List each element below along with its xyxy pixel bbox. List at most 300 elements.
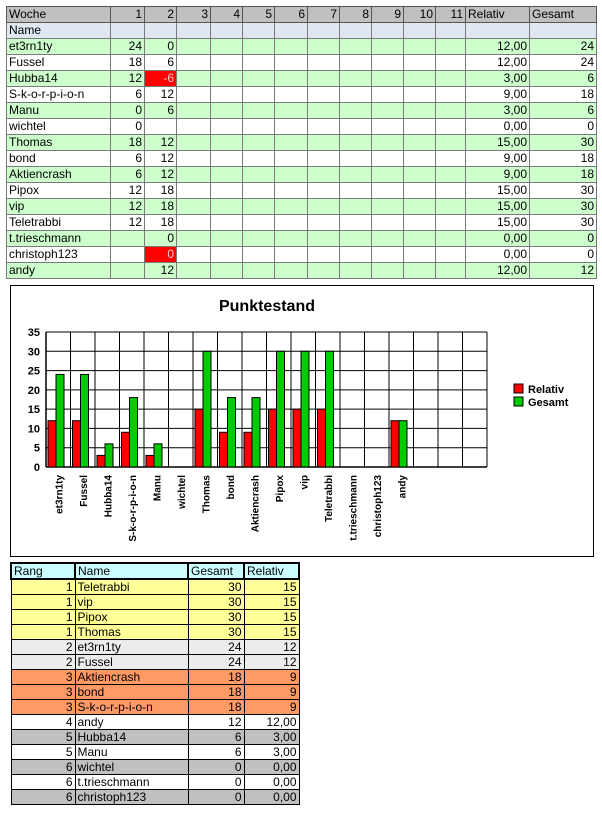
- rank-cell-name[interactable]: et3rn1ty: [75, 640, 188, 655]
- cell-week[interactable]: [177, 183, 211, 199]
- header-col-10[interactable]: 10: [404, 7, 436, 23]
- rank-cell-ges[interactable]: 24: [188, 640, 244, 655]
- cell-w1[interactable]: 18: [111, 55, 145, 71]
- rank-cell-ges[interactable]: 6: [188, 730, 244, 745]
- subheader-cell[interactable]: [530, 23, 597, 39]
- bar-gesamt-Aktiencrash[interactable]: [252, 398, 260, 467]
- cell-week[interactable]: [243, 55, 275, 71]
- bar-gesamt-Thomas[interactable]: [203, 351, 211, 467]
- subheader-cell[interactable]: [111, 23, 145, 39]
- cell-week[interactable]: [340, 263, 372, 279]
- cell-week[interactable]: [177, 231, 211, 247]
- rank-header-rang[interactable]: Rang: [11, 563, 75, 579]
- cell-name[interactable]: andy: [7, 263, 111, 279]
- header-col-gesamt[interactable]: Gesamt: [530, 7, 597, 23]
- cell-week[interactable]: [372, 263, 404, 279]
- cell-week[interactable]: [372, 55, 404, 71]
- cell-week[interactable]: [372, 231, 404, 247]
- rank-cell-rang[interactable]: 5: [11, 730, 75, 745]
- cell-w2[interactable]: -6: [145, 71, 177, 87]
- cell-week[interactable]: [275, 215, 308, 231]
- rank-cell-ges[interactable]: 12: [188, 715, 244, 730]
- cell-week[interactable]: [243, 183, 275, 199]
- cell-ges[interactable]: 30: [530, 183, 597, 199]
- cell-w2[interactable]: 0: [145, 231, 177, 247]
- subheader-cell[interactable]: [145, 23, 177, 39]
- cell-ges[interactable]: 12: [530, 263, 597, 279]
- cell-week[interactable]: [404, 167, 436, 183]
- rank-cell-rel[interactable]: 0,00: [244, 775, 299, 790]
- cell-ges[interactable]: 18: [530, 151, 597, 167]
- cell-week[interactable]: [372, 247, 404, 263]
- bar-relativ-vip[interactable]: [293, 409, 301, 467]
- cell-rel[interactable]: 15,00: [466, 183, 530, 199]
- cell-week[interactable]: [211, 167, 243, 183]
- cell-week[interactable]: [308, 87, 340, 103]
- bar-relativ-et3rn1ty[interactable]: [48, 421, 56, 467]
- rank-cell-rel[interactable]: 12: [244, 655, 299, 670]
- rank-cell-name[interactable]: Pipox: [75, 610, 188, 625]
- cell-week[interactable]: [243, 103, 275, 119]
- cell-week[interactable]: [275, 103, 308, 119]
- rank-cell-rel[interactable]: 9: [244, 685, 299, 700]
- rank-cell-ges[interactable]: 24: [188, 655, 244, 670]
- cell-week[interactable]: [177, 55, 211, 71]
- cell-week[interactable]: [340, 247, 372, 263]
- bar-gesamt-S-k-o-r-p-i-o-n[interactable]: [130, 398, 138, 467]
- rank-cell-name[interactable]: Thomas: [75, 625, 188, 640]
- cell-week[interactable]: [372, 183, 404, 199]
- bar-gesamt-Pipox[interactable]: [277, 351, 285, 467]
- rank-cell-rang[interactable]: 2: [11, 655, 75, 670]
- cell-week[interactable]: [372, 135, 404, 151]
- rank-cell-name[interactable]: t.trieschmann: [75, 775, 188, 790]
- cell-week[interactable]: [436, 87, 466, 103]
- header-col-4[interactable]: 4: [211, 7, 243, 23]
- cell-rel[interactable]: 15,00: [466, 199, 530, 215]
- cell-name[interactable]: S-k-o-r-p-i-o-n: [7, 87, 111, 103]
- cell-name[interactable]: et3rn1ty: [7, 39, 111, 55]
- cell-ges[interactable]: 6: [530, 71, 597, 87]
- rank-cell-ges[interactable]: 0: [188, 760, 244, 775]
- cell-ges[interactable]: 0: [530, 231, 597, 247]
- cell-week[interactable]: [404, 71, 436, 87]
- cell-w2[interactable]: [145, 119, 177, 135]
- rank-cell-ges[interactable]: 6: [188, 745, 244, 760]
- cell-week[interactable]: [340, 55, 372, 71]
- cell-week[interactable]: [275, 119, 308, 135]
- rank-cell-ges[interactable]: 30: [188, 625, 244, 640]
- cell-name[interactable]: Hubba14: [7, 71, 111, 87]
- cell-week[interactable]: [308, 231, 340, 247]
- cell-week[interactable]: [275, 39, 308, 55]
- cell-week[interactable]: [211, 183, 243, 199]
- rank-cell-rel[interactable]: 0,00: [244, 790, 299, 805]
- cell-w1[interactable]: 18: [111, 135, 145, 151]
- cell-name[interactable]: Fussel: [7, 55, 111, 71]
- cell-week[interactable]: [436, 55, 466, 71]
- rank-cell-rang[interactable]: 3: [11, 700, 75, 715]
- cell-name[interactable]: wichtel: [7, 119, 111, 135]
- cell-week[interactable]: [211, 215, 243, 231]
- cell-week[interactable]: [308, 55, 340, 71]
- rank-cell-rang[interactable]: 6: [11, 790, 75, 805]
- cell-week[interactable]: [436, 183, 466, 199]
- cell-week[interactable]: [436, 167, 466, 183]
- cell-ges[interactable]: 18: [530, 167, 597, 183]
- cell-week[interactable]: [243, 215, 275, 231]
- bar-relativ-Teletrabbi[interactable]: [318, 409, 326, 467]
- rank-cell-rang[interactable]: 1: [11, 610, 75, 625]
- cell-w1[interactable]: 0: [111, 119, 145, 135]
- bar-gesamt-Manu[interactable]: [154, 444, 162, 467]
- rank-header-relativ[interactable]: Relativ: [244, 563, 299, 579]
- rank-cell-rang[interactable]: 1: [11, 595, 75, 610]
- cell-week[interactable]: [243, 199, 275, 215]
- header-col-1[interactable]: 1: [111, 7, 145, 23]
- cell-w2[interactable]: 12: [145, 135, 177, 151]
- cell-week[interactable]: [243, 71, 275, 87]
- rank-cell-name[interactable]: andy: [75, 715, 188, 730]
- cell-w1[interactable]: 12: [111, 71, 145, 87]
- cell-name[interactable]: Aktiencrash: [7, 167, 111, 183]
- cell-week[interactable]: [404, 119, 436, 135]
- cell-w1[interactable]: 12: [111, 215, 145, 231]
- subheader-cell[interactable]: [243, 23, 275, 39]
- cell-week[interactable]: [372, 199, 404, 215]
- cell-week[interactable]: [211, 151, 243, 167]
- bar-relativ-S-k-o-r-p-i-o-n[interactable]: [122, 432, 130, 467]
- rank-cell-name[interactable]: Hubba14: [75, 730, 188, 745]
- rank-cell-name[interactable]: Manu: [75, 745, 188, 760]
- header-col-7[interactable]: 7: [308, 7, 340, 23]
- cell-week[interactable]: [436, 263, 466, 279]
- rank-cell-name[interactable]: Teletrabbi: [75, 579, 188, 595]
- cell-week[interactable]: [211, 247, 243, 263]
- cell-week[interactable]: [177, 135, 211, 151]
- cell-week[interactable]: [211, 231, 243, 247]
- subheader-cell[interactable]: [436, 23, 466, 39]
- cell-week[interactable]: [177, 215, 211, 231]
- rank-cell-ges[interactable]: 30: [188, 595, 244, 610]
- cell-week[interactable]: [275, 87, 308, 103]
- cell-week[interactable]: [436, 199, 466, 215]
- cell-week[interactable]: [243, 119, 275, 135]
- cell-week[interactable]: [275, 71, 308, 87]
- cell-week[interactable]: [404, 215, 436, 231]
- cell-w2[interactable]: 6: [145, 55, 177, 71]
- cell-week[interactable]: [372, 71, 404, 87]
- rank-header-gesamt[interactable]: Gesamt: [188, 563, 244, 579]
- cell-week[interactable]: [372, 103, 404, 119]
- cell-ges[interactable]: 30: [530, 135, 597, 151]
- cell-week[interactable]: [177, 151, 211, 167]
- cell-rel[interactable]: 15,00: [466, 215, 530, 231]
- rank-cell-ges[interactable]: 30: [188, 579, 244, 595]
- cell-week[interactable]: [177, 167, 211, 183]
- rank-cell-rang[interactable]: 3: [11, 670, 75, 685]
- cell-week[interactable]: [275, 55, 308, 71]
- cell-rel[interactable]: 0,00: [466, 231, 530, 247]
- bar-gesamt-et3rn1ty[interactable]: [56, 374, 64, 467]
- cell-week[interactable]: [340, 119, 372, 135]
- subheader-cell[interactable]: [466, 23, 530, 39]
- cell-week[interactable]: [211, 71, 243, 87]
- rank-cell-rang[interactable]: 1: [11, 625, 75, 640]
- bar-relativ-Thomas[interactable]: [195, 409, 203, 467]
- cell-rel[interactable]: 0,00: [466, 247, 530, 263]
- cell-week[interactable]: [275, 167, 308, 183]
- cell-week[interactable]: [436, 39, 466, 55]
- cell-week[interactable]: [308, 151, 340, 167]
- cell-week[interactable]: [275, 183, 308, 199]
- bar-gesamt-vip[interactable]: [301, 351, 309, 467]
- cell-week[interactable]: [243, 87, 275, 103]
- cell-week[interactable]: [177, 263, 211, 279]
- cell-week[interactable]: [404, 39, 436, 55]
- rank-cell-rel[interactable]: 15: [244, 610, 299, 625]
- cell-week[interactable]: [340, 151, 372, 167]
- cell-w2[interactable]: 12: [145, 87, 177, 103]
- rank-header-name[interactable]: Name: [75, 563, 188, 579]
- cell-week[interactable]: [372, 215, 404, 231]
- cell-rel[interactable]: 3,00: [466, 103, 530, 119]
- cell-rel[interactable]: 12,00: [466, 263, 530, 279]
- cell-week[interactable]: [211, 119, 243, 135]
- cell-week[interactable]: [211, 55, 243, 71]
- header-col-9[interactable]: 9: [372, 7, 404, 23]
- cell-week[interactable]: [308, 39, 340, 55]
- cell-week[interactable]: [372, 151, 404, 167]
- cell-week[interactable]: [177, 39, 211, 55]
- cell-w1[interactable]: 0: [111, 103, 145, 119]
- cell-name[interactable]: vip: [7, 199, 111, 215]
- cell-week[interactable]: [340, 71, 372, 87]
- cell-week[interactable]: [308, 199, 340, 215]
- cell-w1[interactable]: 24: [111, 39, 145, 55]
- cell-week[interactable]: [340, 183, 372, 199]
- rank-cell-ges[interactable]: 18: [188, 685, 244, 700]
- rank-cell-rel[interactable]: 3,00: [244, 745, 299, 760]
- cell-week[interactable]: [275, 199, 308, 215]
- rank-cell-ges[interactable]: 18: [188, 700, 244, 715]
- cell-week[interactable]: [340, 87, 372, 103]
- rank-cell-rel[interactable]: 9: [244, 700, 299, 715]
- bar-gesamt-Fussel[interactable]: [81, 374, 89, 467]
- cell-name[interactable]: bond: [7, 151, 111, 167]
- cell-week[interactable]: [372, 87, 404, 103]
- cell-week[interactable]: [308, 119, 340, 135]
- cell-week[interactable]: [275, 263, 308, 279]
- cell-w2[interactable]: 12: [145, 151, 177, 167]
- rank-cell-ges[interactable]: 0: [188, 775, 244, 790]
- cell-name[interactable]: christoph123: [7, 247, 111, 263]
- cell-week[interactable]: [404, 183, 436, 199]
- cell-week[interactable]: [404, 247, 436, 263]
- cell-week[interactable]: [243, 39, 275, 55]
- header-col-2[interactable]: 2: [145, 7, 177, 23]
- cell-week[interactable]: [436, 135, 466, 151]
- cell-week[interactable]: [372, 39, 404, 55]
- cell-week[interactable]: [340, 39, 372, 55]
- cell-w1[interactable]: [111, 231, 145, 247]
- bar-relativ-Fussel[interactable]: [73, 421, 81, 467]
- header-col-11[interactable]: 11: [436, 7, 466, 23]
- cell-week[interactable]: [211, 263, 243, 279]
- cell-week[interactable]: [308, 103, 340, 119]
- cell-week[interactable]: [372, 167, 404, 183]
- cell-rel[interactable]: 12,00: [466, 39, 530, 55]
- rank-cell-rel[interactable]: 9: [244, 670, 299, 685]
- cell-w2[interactable]: 18: [145, 215, 177, 231]
- cell-rel[interactable]: 12,00: [466, 55, 530, 71]
- rank-cell-rel[interactable]: 0,00: [244, 760, 299, 775]
- cell-week[interactable]: [243, 247, 275, 263]
- cell-week[interactable]: [177, 247, 211, 263]
- cell-w2[interactable]: 6: [145, 103, 177, 119]
- rank-cell-rang[interactable]: 1: [11, 579, 75, 595]
- cell-ges[interactable]: 0: [530, 119, 597, 135]
- cell-week[interactable]: [308, 263, 340, 279]
- cell-week[interactable]: [211, 199, 243, 215]
- cell-week[interactable]: [211, 103, 243, 119]
- cell-rel[interactable]: 9,00: [466, 151, 530, 167]
- header-col-3[interactable]: 3: [177, 7, 211, 23]
- cell-week[interactable]: [436, 103, 466, 119]
- rank-cell-name[interactable]: bond: [75, 685, 188, 700]
- header-col-6[interactable]: 6: [275, 7, 308, 23]
- cell-week[interactable]: [340, 199, 372, 215]
- cell-w2[interactable]: 18: [145, 183, 177, 199]
- cell-w2[interactable]: 0: [145, 247, 177, 263]
- cell-w1[interactable]: 6: [111, 167, 145, 183]
- cell-name[interactable]: Thomas: [7, 135, 111, 151]
- cell-w1[interactable]: [111, 247, 145, 263]
- cell-week[interactable]: [308, 215, 340, 231]
- rank-cell-name[interactable]: S-k-o-r-p-i-o-n: [75, 700, 188, 715]
- cell-week[interactable]: [211, 135, 243, 151]
- cell-week[interactable]: [243, 231, 275, 247]
- cell-week[interactable]: [243, 167, 275, 183]
- cell-ges[interactable]: 6: [530, 103, 597, 119]
- cell-w1[interactable]: 6: [111, 151, 145, 167]
- cell-week[interactable]: [340, 231, 372, 247]
- subheader-cell[interactable]: [308, 23, 340, 39]
- cell-week[interactable]: [436, 247, 466, 263]
- cell-name[interactable]: Teletrabbi: [7, 215, 111, 231]
- rank-cell-rang[interactable]: 5: [11, 745, 75, 760]
- rank-cell-rel[interactable]: 15: [244, 595, 299, 610]
- cell-name[interactable]: Pipox: [7, 183, 111, 199]
- rank-cell-name[interactable]: Fussel: [75, 655, 188, 670]
- cell-week[interactable]: [404, 103, 436, 119]
- header-col-8[interactable]: 8: [340, 7, 372, 23]
- cell-week[interactable]: [404, 55, 436, 71]
- cell-ges[interactable]: 30: [530, 199, 597, 215]
- cell-week[interactable]: [308, 135, 340, 151]
- rank-cell-rel[interactable]: 15: [244, 625, 299, 640]
- cell-name[interactable]: Manu: [7, 103, 111, 119]
- cell-week[interactable]: [404, 263, 436, 279]
- rank-cell-ges[interactable]: 30: [188, 610, 244, 625]
- rank-cell-rang[interactable]: 3: [11, 685, 75, 700]
- cell-w2[interactable]: 12: [145, 167, 177, 183]
- cell-week[interactable]: [177, 119, 211, 135]
- cell-week[interactable]: [404, 199, 436, 215]
- cell-rel[interactable]: 9,00: [466, 87, 530, 103]
- cell-w2[interactable]: 18: [145, 199, 177, 215]
- cell-week[interactable]: [436, 71, 466, 87]
- cell-week[interactable]: [275, 247, 308, 263]
- rank-cell-rang[interactable]: 6: [11, 775, 75, 790]
- cell-ges[interactable]: 0: [530, 247, 597, 263]
- subheader-cell[interactable]: [275, 23, 308, 39]
- cell-w1[interactable]: 6: [111, 87, 145, 103]
- cell-week[interactable]: [275, 135, 308, 151]
- cell-w1[interactable]: 12: [111, 199, 145, 215]
- cell-week[interactable]: [243, 135, 275, 151]
- cell-week[interactable]: [308, 183, 340, 199]
- cell-week[interactable]: [177, 71, 211, 87]
- cell-ges[interactable]: 24: [530, 39, 597, 55]
- cell-week[interactable]: [275, 151, 308, 167]
- bar-relativ-Hubba14[interactable]: [97, 455, 105, 467]
- header-woche[interactable]: Woche: [7, 7, 111, 23]
- cell-rel[interactable]: 15,00: [466, 135, 530, 151]
- cell-week[interactable]: [436, 231, 466, 247]
- rank-cell-name[interactable]: Aktiencrash: [75, 670, 188, 685]
- header-col-relativ[interactable]: Relativ: [466, 7, 530, 23]
- cell-week[interactable]: [177, 103, 211, 119]
- rank-cell-rel[interactable]: 12: [244, 640, 299, 655]
- bar-gesamt-andy[interactable]: [399, 421, 407, 467]
- rank-cell-name[interactable]: vip: [75, 595, 188, 610]
- cell-week[interactable]: [308, 167, 340, 183]
- cell-week[interactable]: [275, 231, 308, 247]
- rank-cell-ges[interactable]: 18: [188, 670, 244, 685]
- cell-week[interactable]: [372, 119, 404, 135]
- rank-cell-name[interactable]: christoph123: [75, 790, 188, 805]
- cell-ges[interactable]: 24: [530, 55, 597, 71]
- rank-cell-rel[interactable]: 12,00: [244, 715, 299, 730]
- rank-cell-rel[interactable]: 3,00: [244, 730, 299, 745]
- bar-gesamt-Teletrabbi[interactable]: [326, 351, 334, 467]
- rank-cell-ges[interactable]: 0: [188, 790, 244, 805]
- cell-week[interactable]: [308, 71, 340, 87]
- rank-cell-rang[interactable]: 2: [11, 640, 75, 655]
- bar-relativ-Aktiencrash[interactable]: [244, 432, 252, 467]
- subheader-cell[interactable]: [404, 23, 436, 39]
- cell-ges[interactable]: 18: [530, 87, 597, 103]
- rank-cell-name[interactable]: wichtel: [75, 760, 188, 775]
- cell-week[interactable]: [177, 87, 211, 103]
- rank-cell-rang[interactable]: 6: [11, 760, 75, 775]
- cell-week[interactable]: [404, 151, 436, 167]
- cell-week[interactable]: [340, 215, 372, 231]
- cell-ges[interactable]: 30: [530, 215, 597, 231]
- bar-relativ-andy[interactable]: [391, 421, 399, 467]
- bar-relativ-bond[interactable]: [220, 432, 228, 467]
- cell-week[interactable]: [211, 87, 243, 103]
- cell-week[interactable]: [404, 231, 436, 247]
- cell-w1[interactable]: 12: [111, 183, 145, 199]
- cell-week[interactable]: [308, 247, 340, 263]
- bar-relativ-Manu[interactable]: [146, 455, 154, 467]
- subheader-cell[interactable]: [372, 23, 404, 39]
- cell-week[interactable]: [211, 39, 243, 55]
- cell-w1[interactable]: [111, 263, 145, 279]
- subheader-cell[interactable]: [177, 23, 211, 39]
